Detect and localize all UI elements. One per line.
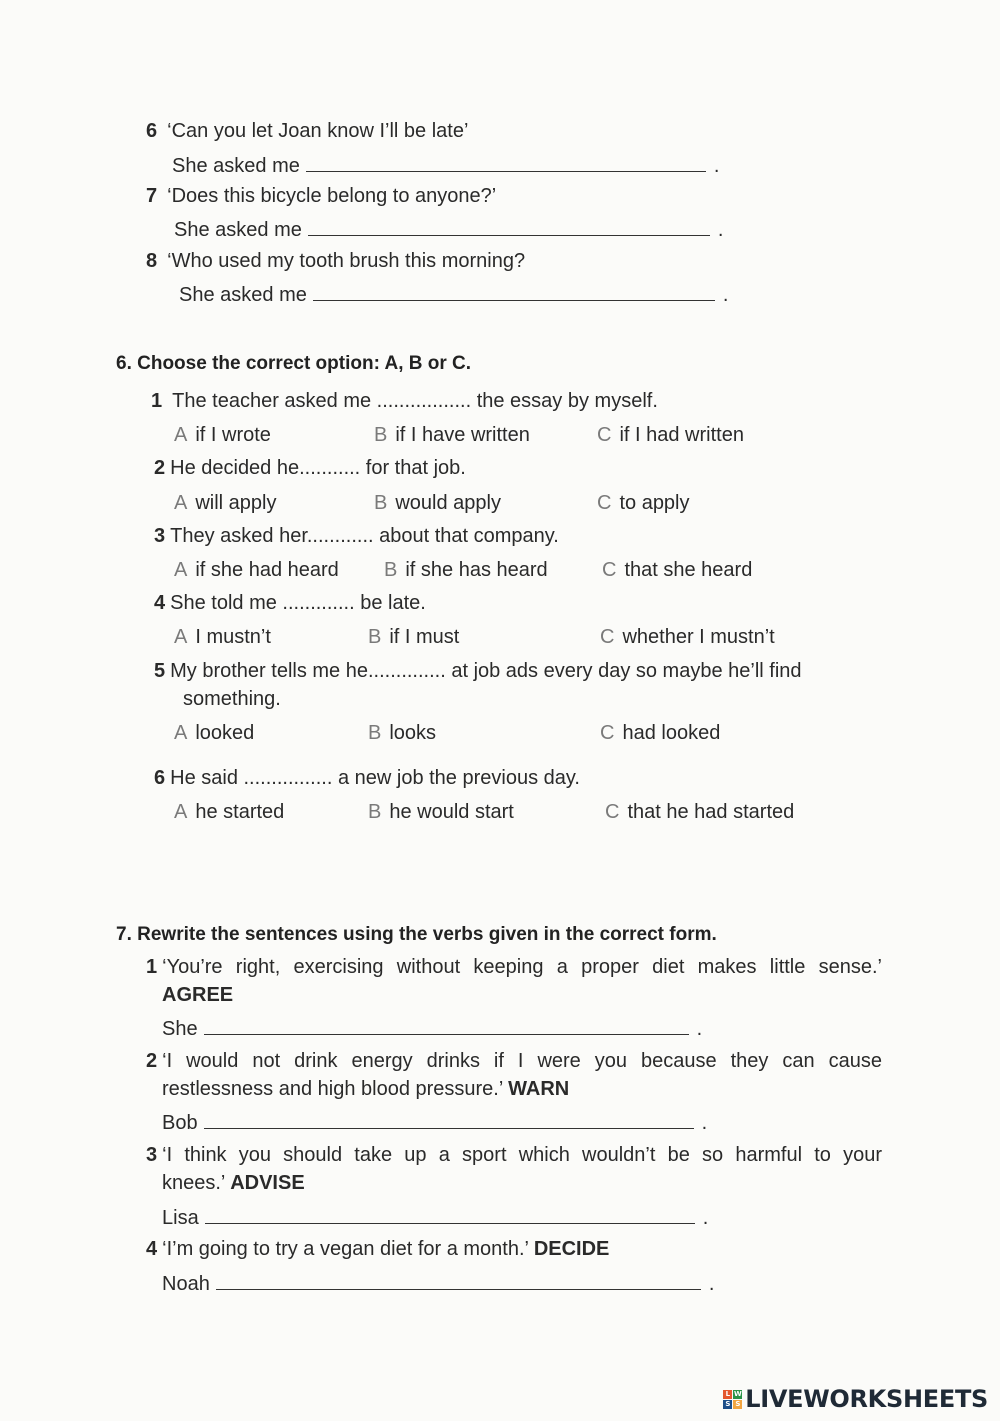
s5-item-7-quote: 7 ‘Does this bicycle belong to anyone?’ bbox=[146, 185, 497, 207]
s6-q6-option-b[interactable]: B he would start bbox=[368, 801, 514, 823]
answer-blank[interactable] bbox=[205, 1205, 695, 1224]
s6-q5-continued: something. bbox=[183, 688, 281, 710]
liveworksheets-logo bbox=[723, 1384, 988, 1414]
s6-q6-option-a[interactable]: A he started bbox=[174, 801, 285, 823]
s7-item-1-verb: AGREE bbox=[162, 984, 234, 1006]
s7-item-2-answer: Bob . bbox=[162, 1112, 708, 1134]
answer-blank[interactable] bbox=[306, 153, 706, 172]
s6-q2-option-a[interactable]: A will apply bbox=[174, 492, 277, 514]
answer-blank[interactable] bbox=[308, 217, 710, 236]
s6-q1-option-c[interactable]: C if I had written bbox=[597, 424, 744, 446]
s7-item-1-answer: She . bbox=[162, 1018, 703, 1040]
s6-q3: 3 They asked her............ about that company. bbox=[154, 525, 559, 547]
s7-item-4-answer: Noah . bbox=[162, 1273, 715, 1295]
s6-q1: 1 The teacher asked me ................. the essay by myself. bbox=[151, 390, 658, 412]
s6-q1-option-b[interactable]: B if I have written bbox=[374, 424, 530, 446]
s6-q2-option-c[interactable]: C to apply bbox=[597, 492, 690, 514]
liveworksheets-logo-icon bbox=[723, 1390, 742, 1409]
s6-q5-option-b[interactable]: B looks bbox=[368, 722, 437, 744]
s6-q4-option-c[interactable]: C whether I mustn’t bbox=[600, 626, 775, 648]
s6-q4: 4 She told me ............. be late. bbox=[154, 592, 426, 614]
brand-name: LIVEWORKSHEETS bbox=[745, 1385, 988, 1413]
s7-item-3-answer: Lisa . bbox=[162, 1207, 709, 1229]
s6-q5-option-a[interactable]: A looked bbox=[174, 722, 255, 744]
logo-square: S bbox=[723, 1400, 732, 1409]
s7-item-3-quote: 3 ‘I think you should take up a sport which wouldn’t be so harmful to your bbox=[146, 1144, 882, 1166]
s5-item-7-answer: She asked me . bbox=[174, 219, 724, 241]
s5-item-8-answer: She asked me . bbox=[179, 284, 729, 306]
answer-blank[interactable] bbox=[216, 1271, 701, 1290]
s5-item-6-quote: 6 ‘Can you let Joan know I’ll be late’ bbox=[146, 120, 469, 142]
section-6-heading: 6. Choose the correct option: A, B or C. bbox=[116, 353, 472, 374]
logo-square: W bbox=[734, 1389, 742, 1398]
logo-square: S bbox=[733, 1400, 742, 1409]
s6-q5: 5 My brother tells me he.............. at job ads every day so maybe he’ll find bbox=[154, 660, 802, 682]
s7-item-2-quote: 2 ‘I would not drink energy drinks if I were you because they can cause bbox=[146, 1050, 882, 1072]
s5-item-8-quote: 8 ‘Who used my tooth brush this morning? bbox=[146, 250, 526, 272]
s7-item-2-quote-cont: restlessness and high blood pressure.’ WARN bbox=[162, 1078, 570, 1100]
s7-item-3-quote-cont: knees.’ ADVISE bbox=[162, 1172, 305, 1194]
s6-q5-option-c[interactable]: C had looked bbox=[600, 722, 721, 744]
s6-q6: 6 He said ................ a new job the previous day. bbox=[154, 767, 580, 789]
s6-q3-option-b[interactable]: B if she has heard bbox=[384, 559, 548, 581]
answer-blank[interactable] bbox=[204, 1110, 694, 1129]
s6-q4-option-a[interactable]: A I mustn’t bbox=[174, 626, 271, 648]
s7-item-4-quote: 4 ‘I’m going to try a vegan diet for a month.’ DECIDE bbox=[146, 1238, 610, 1260]
section-7-heading: 7. Rewrite the sentences using the verbs given in the correct form. bbox=[116, 924, 717, 945]
s6-q3-option-c[interactable]: C that she heard bbox=[602, 559, 753, 581]
logo-square: L bbox=[723, 1390, 732, 1399]
s6-q1-option-a[interactable]: A if I wrote bbox=[174, 424, 271, 446]
answer-blank[interactable] bbox=[204, 1016, 689, 1035]
s7-item-1-quote: 1 ‘You’re right, exercising without keeping a proper diet makes little sense.’ bbox=[146, 956, 882, 978]
s6-q6-option-c[interactable]: C that he had started bbox=[605, 801, 795, 823]
s6-q2-option-b[interactable]: B would apply bbox=[374, 492, 501, 514]
s6-q4-option-b[interactable]: B if I must bbox=[368, 626, 460, 648]
s5-item-6-answer: She asked me . bbox=[172, 155, 720, 177]
answer-blank[interactable] bbox=[313, 282, 715, 301]
s6-q3-option-a[interactable]: A if she had heard bbox=[174, 559, 339, 581]
s6-q2: 2 He decided he........... for that job. bbox=[154, 457, 466, 479]
